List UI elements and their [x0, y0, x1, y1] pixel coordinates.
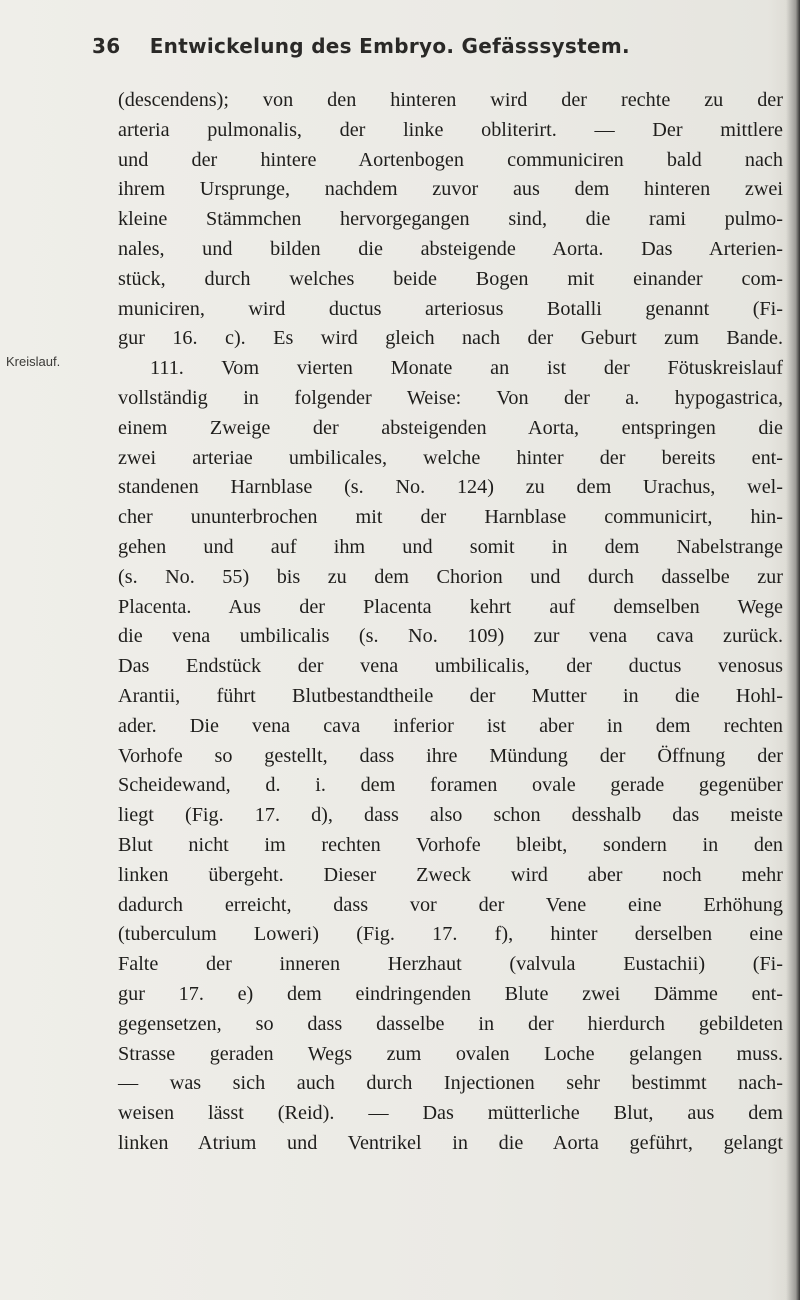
text-line: dadurch erreicht, dass vor der Vene eine Erhöhung — [118, 893, 783, 916]
text-line: ader. Die vena cava inferior ist aber in dem rechten — [118, 714, 783, 737]
text-line: Vorhofe so gestellt, dass ihre Mündung der Öffnung der — [118, 744, 783, 767]
text-line: municiren, wird ductus arteriosus Botalli genannt (Fi- — [118, 297, 783, 320]
text-line: weisen lässt (Reid). — Das mütterliche Blut, aus dem — [118, 1102, 783, 1125]
text-line: Das Endstück der vena umbilicalis, der ductus venosus — [118, 655, 783, 678]
text-line: vollständig in folgender Weise: Von der a. hypogastrica, — [118, 386, 783, 409]
margin-note: Kreislauf. — [6, 354, 61, 369]
paragraph-start-line: 111. Vom vierten Monate an ist der Fötuskreislauf — [150, 357, 783, 380]
text-line: Scheidewand, d. i. dem foramen ovale gerade gegenüber — [118, 774, 783, 797]
text-line: standenen Harnblase (s. No. 124) zu dem Urachus, wel- — [118, 476, 783, 499]
running-header — [92, 34, 760, 58]
text-line: (s. No. 55) bis zu dem Chorion und durch dasselbe zur — [118, 565, 783, 588]
text-line: liegt (Fig. 17. d), dass also schon desshalb das meiste — [118, 804, 783, 827]
text-line: — was sich auch durch Injectionen sehr bestimmt nach- — [118, 1072, 783, 1095]
text-line: Placenta. Aus der Placenta kehrt auf demselben Wege — [118, 595, 783, 618]
text-line: einem Zweige der absteigenden Aorta, entspringen die — [118, 416, 783, 439]
text-line: gehen und auf ihm und somit in dem Nabelstrange — [118, 535, 783, 558]
text-line: (tuberculum Loweri) (Fig. 17. f), hinter derselben eine — [118, 923, 783, 946]
text-line: Strasse geraden Wegs zum ovalen Loche gelangen muss. — [118, 1042, 783, 1065]
text-line: zwei arteriae umbilicales, welche hinter der bereits ent- — [118, 446, 783, 469]
text-line: cher ununterbrochen mit der Harnblase communicirt, hin- — [118, 506, 783, 529]
text-line: kleine Stämmchen hervorgegangen sind, die rami pulmo- — [118, 208, 783, 231]
text-line: gur 17. e) dem eindringenden Blute zwei Dämme ent- — [118, 982, 783, 1005]
page-number: 36 — [92, 34, 121, 58]
text-line: arteria pulmonalis, der linke obliterirt. — Der mittlere — [118, 118, 783, 141]
running-title: Entwickelung des Embryo. Gefässsystem. — [149, 34, 630, 58]
text-line: Falte der inneren Herzhaut (valvula Eustachii) (Fi- — [118, 953, 783, 976]
text-line: und der hintere Aortenbogen communiciren bald nach — [118, 148, 783, 171]
text-line: nales, und bilden die absteigende Aorta. Das Arterien- — [118, 237, 783, 260]
text-line: linken Atrium und Ventrikel in die Aorta geführt, gelangt — [118, 1131, 783, 1154]
text-line: stück, durch welches beide Bogen mit einander com- — [118, 267, 783, 290]
text-line: Arantii, führt Blutbestandtheile der Mutter in die Hohl- — [118, 684, 783, 707]
text-line: Blut nicht im rechten Vorhofe bleibt, sondern in den — [118, 833, 783, 856]
text-line: die vena umbilicalis (s. No. 109) zur vena cava zurück. — [118, 625, 783, 648]
text-line: gegensetzen, so dass dasselbe in der hierdurch gebildeten — [118, 1012, 783, 1035]
page-edge-shadow — [786, 0, 800, 1300]
text-line: (descendens); von den hinteren wird der rechte zu der — [118, 89, 783, 111]
text-line: ihrem Ursprunge, nachdem zuvor aus dem hinteren zwei — [118, 178, 783, 201]
body-text — [118, 86, 783, 1159]
text-line: gur 16. c). Es wird gleich nach der Geburt zum Bande. — [118, 327, 783, 350]
text-line: linken übergeht. Dieser Zweck wird aber noch mehr — [118, 863, 783, 886]
